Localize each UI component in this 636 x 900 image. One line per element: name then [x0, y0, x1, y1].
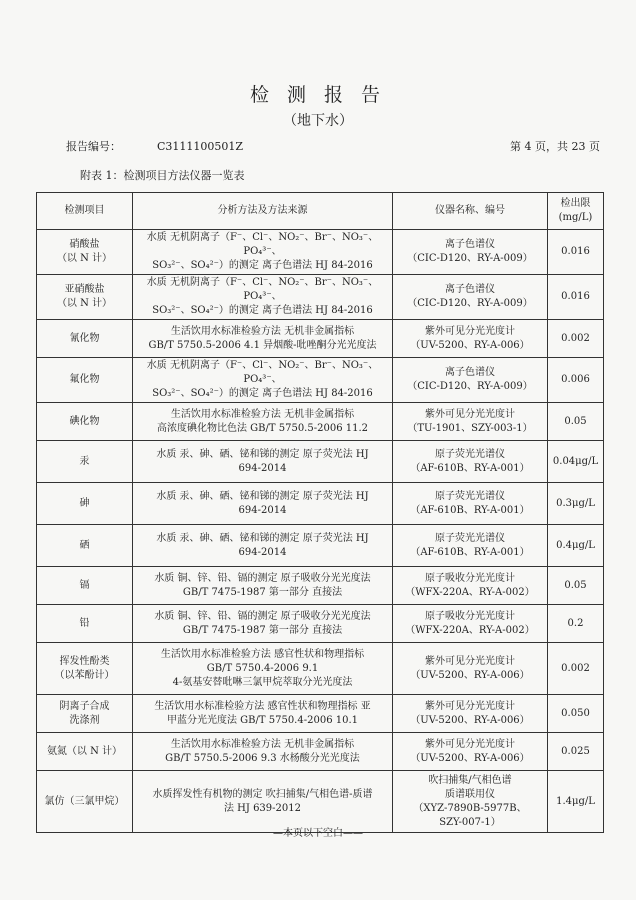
cell-item: 硒: [37, 525, 133, 567]
cell-item: 氨氮（以 N 计）: [37, 733, 133, 771]
cell-method: 水质 铜、锌、铅、镉的测定 原子吸收分光光度法 GB/T 7475-1987 第一部分 直接法: [133, 605, 393, 643]
cell-instrument: 紫外可见分光光度计 （UV-5200、RY-A-006）: [393, 320, 548, 358]
table-row: [37, 483, 604, 525]
cell-method: 水质 汞、砷、硒、铋和锑的测定 原子荧光法 HJ 694-2014: [133, 483, 393, 525]
cell-item: 硝酸盐 （以 N 计）: [37, 230, 133, 275]
header-limit: 检出限 (mg/L): [548, 193, 604, 230]
table-row: [37, 230, 604, 275]
cell-limit: 0.05: [548, 567, 604, 605]
table-row: [37, 275, 604, 320]
page-footer: —本页以下空白——: [273, 828, 363, 839]
report-number-value: C3111100501Z: [157, 140, 244, 153]
cell-instrument: 原子荧光光谱仪 （AF-610B、RY-A-001）: [393, 483, 548, 525]
cell-instrument: 原子荧光光谱仪 （AF-610B、RY-A-001）: [393, 525, 548, 567]
cell-limit: 0.3μg/L: [548, 483, 604, 525]
cell-limit: 0.05: [548, 403, 604, 441]
cell-instrument: 原子吸收分光光度计 （WFX-220A、RY-A-002）: [393, 605, 548, 643]
cell-item: 汞: [37, 441, 133, 483]
cell-method: 水质 无机阴离子（F⁻、Cl⁻、NO₂⁻、Br⁻、NO₃⁻、PO₄³⁻、 SO₃²⁻、SO₄²⁻）的测定 离子色谱法 HJ 84-2016: [133, 230, 393, 275]
cell-limit: 0.016: [548, 275, 604, 320]
cell-instrument: 紫外可见分光光度计 （UV-5200、RY-A-006）: [393, 643, 548, 695]
header-item: 检测项目: [37, 193, 133, 230]
cell-instrument: 原子荧光光谱仪 （AF-610B、RY-A-001）: [393, 441, 548, 483]
cell-method: 生活饮用水标准检验方法 无机非金属指标 高浓度碘化物比色法 GB/T 5750.5-2006 11.2: [133, 403, 393, 441]
cell-item: 碘化物: [37, 403, 133, 441]
cell-method: 水质 无机阴离子（F⁻、Cl⁻、NO₂⁻、Br⁻、NO₃⁻、PO₄³⁻、 SO₃²⁻、SO₄²⁻）的测定 离子色谱法 HJ 84-2016: [133, 358, 393, 403]
cell-instrument: 离子色谱仪 （CIC-D120、RY-A-009）: [393, 358, 548, 403]
cell-item: 阴离子合成 洗涤剂: [37, 695, 133, 733]
cell-method: 水质 汞、砷、硒、铋和锑的测定 原子荧光法 HJ 694-2014: [133, 525, 393, 567]
cell-method: 生活饮用水标准检验方法 无机非金属指标 GB/T 5750.5-2006 4.1 异烟酸-吡唑酮分光光度法: [133, 320, 393, 358]
table-row: [37, 695, 604, 733]
cell-instrument: 紫外可见分光光度计 （TU-1901、SZY-003-1）: [393, 403, 548, 441]
cell-limit: 0.025: [548, 733, 604, 771]
cell-limit: 0.002: [548, 320, 604, 358]
cell-limit: 0.006: [548, 358, 604, 403]
table-row: [37, 320, 604, 358]
cell-method: 水质挥发性有机物的测定 吹扫捕集/气相色谱-质谱 法 HJ 639-2012: [133, 771, 393, 833]
cell-item: 铅: [37, 605, 133, 643]
cell-method: 生活饮用水标准检验方法 无机非金属指标 GB/T 5750.5-2006 9.3 水杨酸分光光度法: [133, 733, 393, 771]
cell-limit: 0.050: [548, 695, 604, 733]
table-row: [37, 643, 604, 695]
header-instrument: 仪器名称、编号: [393, 193, 548, 230]
method-table: [36, 192, 604, 833]
cell-instrument: 紫外可见分光光度计 （UV-5200、RY-A-006）: [393, 695, 548, 733]
cell-instrument: 紫外可见分光光度计 （UV-5200、RY-A-006）: [393, 733, 548, 771]
cell-item: 镉: [37, 567, 133, 605]
cell-method: 水质 汞、砷、硒、铋和锑的测定 原子荧光法 HJ 694-2014: [133, 441, 393, 483]
cell-method: 生活饮用水标准检验方法 感官性状和物理指标 GB/T 5750.4-2006 9.1 4-氨基安替吡啉三氯甲烷萃取分光光度法: [133, 643, 393, 695]
cell-instrument: 离子色谱仪 （CIC-D120、RY-A-009）: [393, 230, 548, 275]
table-row: [37, 605, 604, 643]
cell-method: 水质 铜、锌、铅、镉的测定 原子吸收分光光度法 GB/T 7475-1987 第一部分 直接法: [133, 567, 393, 605]
table-row: [37, 441, 604, 483]
cell-item: 挥发性酚类 （以苯酚计）: [37, 643, 133, 695]
table-row: [37, 567, 604, 605]
report-title: 检 测 报 告: [249, 84, 387, 106]
cell-limit: 0.4μg/L: [548, 525, 604, 567]
table-row: [37, 403, 604, 441]
table-header-row: [37, 193, 604, 230]
table-row: [37, 733, 604, 771]
cell-limit: 0.2: [548, 605, 604, 643]
cell-limit: 1.4μg/L: [548, 771, 604, 833]
cell-method: 水质 无机阴离子（F⁻、Cl⁻、NO₂⁻、Br⁻、NO₃⁻、PO₄³⁻、 SO₃²⁻、SO₄²⁻）的测定 离子色谱法 HJ 84-2016: [133, 275, 393, 320]
report-subtitle: （地下水）: [283, 113, 353, 129]
cell-item: 亚硝酸盐 （以 N 计）: [37, 275, 133, 320]
page-info: 第 4 页，共 23 页: [510, 140, 600, 153]
table-row: [37, 358, 604, 403]
cell-instrument: 吹扫捕集/气相色谱 质谱联用仪 （XYZ-7890B-5977B、 SZY-007-1）: [393, 771, 548, 833]
appendix-title: 附表 1：检测项目方法仪器一览表: [80, 169, 245, 182]
report-number: [66, 138, 243, 154]
cell-item: 氰化物: [37, 320, 133, 358]
cell-item: 氯仿（三氯甲烷）: [37, 771, 133, 833]
cell-instrument: 原子吸收分光光度计 （WFX-220A、RY-A-002）: [393, 567, 548, 605]
cell-limit: 0.016: [548, 230, 604, 275]
report-number-label: 报告编号：: [66, 140, 121, 153]
cell-limit: 0.002: [548, 643, 604, 695]
cell-item: 砷: [37, 483, 133, 525]
header-method: 分析方法及方法来源: [133, 193, 393, 230]
cell-instrument: 离子色谱仪 （CIC-D120、RY-A-009）: [393, 275, 548, 320]
cell-limit: 0.04μg/L: [548, 441, 604, 483]
cell-method: 生活饮用水标准检验方法 感官性状和物理指标 亚 甲蓝分光光度法 GB/T 5750.4-2006 10.1: [133, 695, 393, 733]
cell-item: 氟化物: [37, 358, 133, 403]
table-row: [37, 525, 604, 567]
